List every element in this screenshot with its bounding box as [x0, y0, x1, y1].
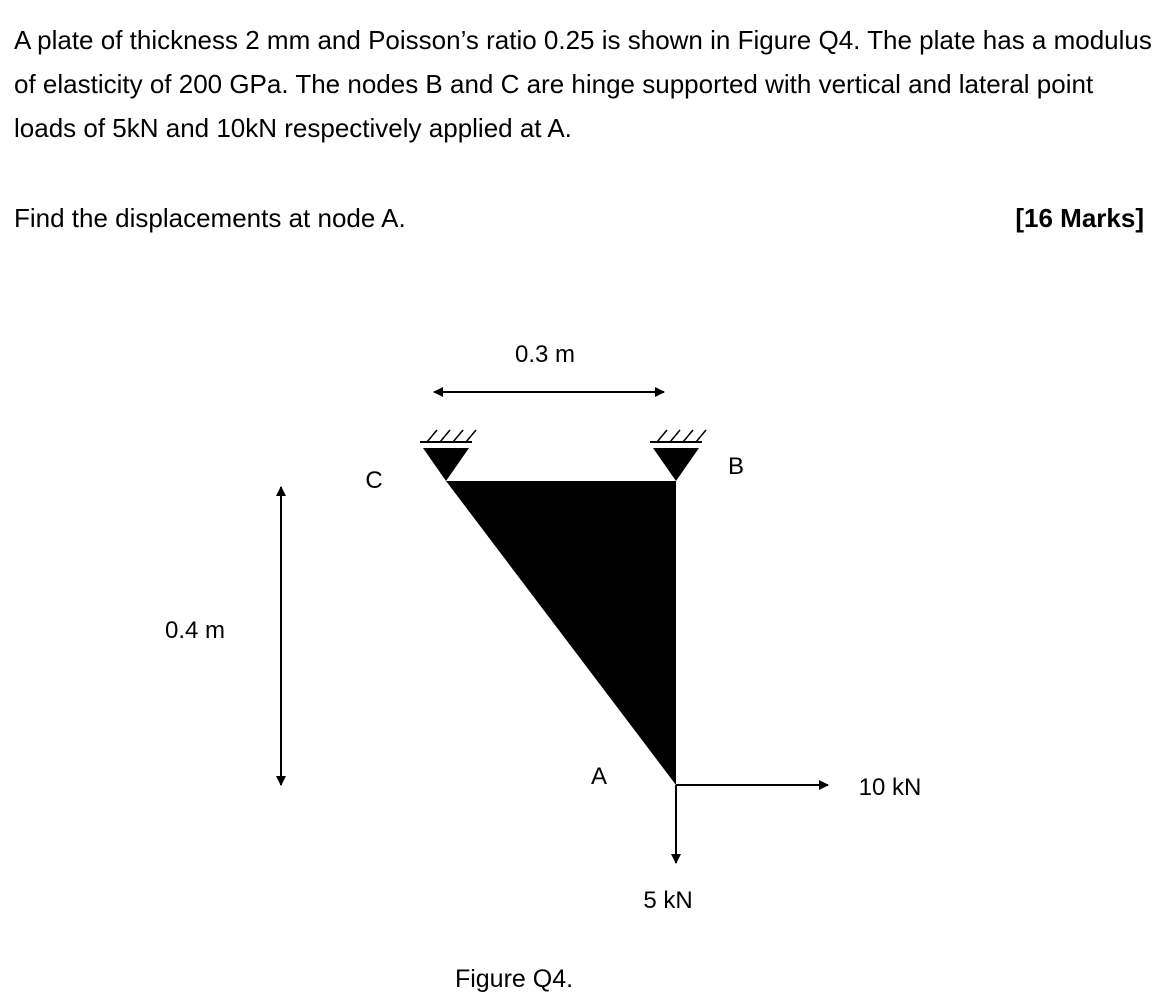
vertical-load-label: 5 kN — [643, 887, 693, 914]
node-label-c: C — [365, 467, 383, 494]
triangular-plate — [446, 481, 676, 785]
question-paragraph: A plate of thickness 2 mm and Poisson’s ratio 0.25 is shown in Figure Q4. The plate has a modulus of elasticity of 200 GPa. The nodes B and C are hinge supported with vertical and lateral point loads of 5kN and 10kN respectively applied at A. — [14, 25, 1152, 143]
hinge-support-b — [650, 430, 706, 481]
width-dimension — [434, 341, 664, 392]
task-instruction: Find the displacements at node A. — [14, 203, 406, 233]
node-label-b: B — [727, 453, 745, 480]
hinge-support-b-triangle — [653, 448, 699, 481]
figure-caption: Figure Q4. — [454, 965, 574, 993]
marks-label: [16 Marks] — [1015, 203, 1144, 233]
height-dimension — [165, 487, 281, 785]
lateral-load-label: 10 kN — [858, 774, 922, 801]
node-label-a: A — [590, 763, 608, 790]
width-dimension-label: 0.3 m — [514, 341, 576, 368]
hinge-support-c-triangle — [423, 448, 469, 481]
hinge-support-c — [420, 430, 476, 481]
vertical-load — [643, 785, 692, 914]
lateral-load — [676, 774, 921, 801]
height-dimension-label: 0.4 m — [164, 617, 226, 644]
